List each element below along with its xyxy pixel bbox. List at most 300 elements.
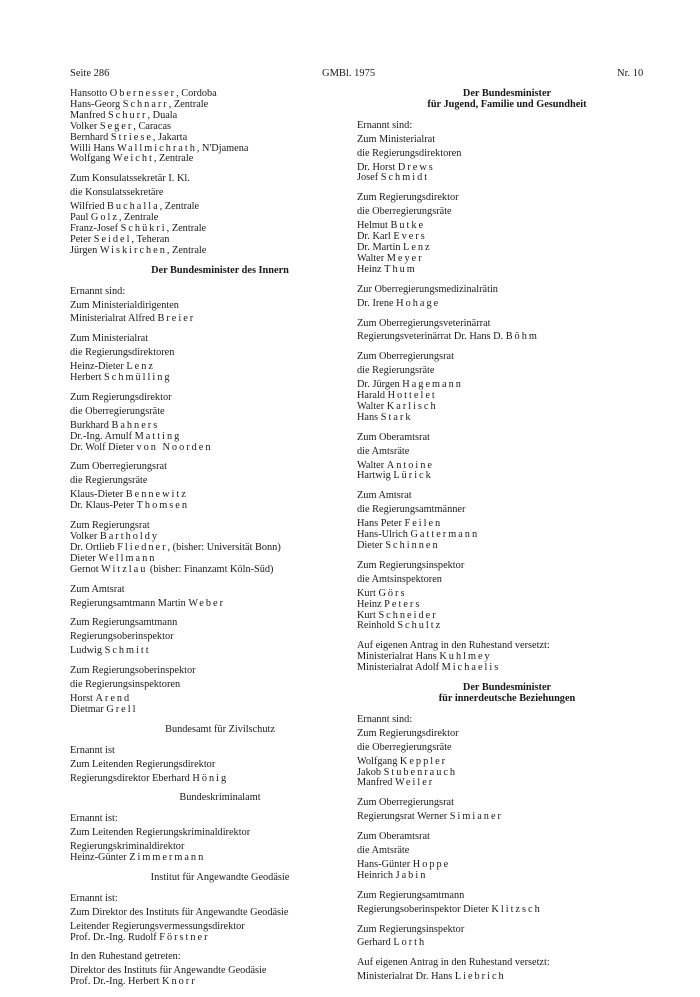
person-surname: Lenz [403,241,432,253]
text-line [357,265,657,276]
text-segment: Jürgen [70,244,100,256]
text-segment: Ernannt ist: [70,892,118,904]
text-segment: In den Ruhestand getreten: [70,951,181,963]
text-line [70,746,370,757]
entry-block [357,121,657,185]
text-segment: Bundeskriminalamt [179,792,261,804]
text-segment: Prof. Dr.-Ing. Rudolf [70,931,160,943]
text-segment: Zum Oberregierungsrat [357,351,454,363]
text-line [70,666,370,677]
person-surname: Wiskirchen [99,244,167,256]
person-surname: Grell [106,703,138,715]
entry-block [70,894,370,944]
text-segment: Volker [70,120,100,132]
subsection-heading [70,793,370,804]
text-line [357,377,657,391]
text-line [357,285,657,296]
text-segment: Der Bundesminister [462,682,552,694]
text-line [357,541,657,552]
text-line [357,204,657,218]
text-line [357,471,657,482]
text-line [70,185,370,199]
text-segment: Der Bundesminister des Innern [151,264,289,276]
text-line [70,287,370,298]
text-line [357,502,657,516]
text-segment: Regierungsrat Werner [357,811,450,823]
text-segment: Willi Hans [70,142,118,154]
text-line [357,363,657,377]
text-segment: die Regierungsamtmänner [357,504,466,516]
text-segment: Hartwig [357,470,394,482]
text-line [70,487,370,501]
text-line [70,677,370,691]
right-column [357,89,657,992]
text-line [70,565,370,576]
text-segment: Dieter [70,552,99,564]
entry-block [357,798,657,823]
person-surname: Weicht [112,153,154,165]
text-segment: Ernannt ist [70,744,115,756]
entry-block [70,666,370,716]
person-surname: Antoine [386,459,434,471]
text-segment: Kurt [357,609,379,621]
text-segment: Ministerialrat Dr. Hans [357,971,455,983]
text-segment: Heinz-Günter [70,852,130,864]
text-segment: Zur Oberregierungsmedizinalrätin [357,283,498,295]
text-line [70,919,370,933]
text-line [70,977,370,988]
text-segment: Harald [357,390,388,402]
text-line [357,319,657,330]
text-segment: die Regierungsräte [357,365,435,377]
text-line [70,246,370,257]
text-line [70,691,370,705]
text-segment: die Regierungsdirektoren [70,347,175,359]
text-segment: Regierungsamtmann Martin [70,597,189,609]
text-segment: Dieter [357,540,386,551]
person-surname: Hönig [192,772,229,784]
text-segment: , Jakarta [152,131,188,143]
text-segment: Paul [70,212,91,224]
text-segment: Ernannt sind: [357,713,413,725]
text-segment: Walter [357,400,387,412]
text-line [357,715,657,726]
text-line [70,814,370,825]
text-segment: , Zentrale [159,201,200,213]
person-surname: Peters [384,598,422,610]
text-segment: Zum Regierungsinspektor [357,559,465,571]
text-line [357,958,657,969]
text-line [357,100,657,111]
text-line [70,334,370,345]
issue-number: Nr. 10 [617,68,644,79]
text-line [357,193,657,204]
text-segment: Zum Oberregierungsveterinärrat [357,317,491,329]
text-line [357,832,657,843]
text-segment: Zum Regierungsrat [70,520,150,532]
text-segment: Hans [357,411,381,423]
text-segment: Dr. Karl [357,231,394,243]
text-segment: Josef [357,172,381,184]
person-surname: Schneider [378,609,438,621]
text-segment: Zum Regierungsoberinspektor [70,665,196,677]
section-heading [357,89,657,111]
text-segment: , (bisher: Universität Bonn) [167,541,281,553]
text-segment: Walter [357,459,387,471]
person-surname: Keppler [399,755,448,767]
text-line [357,902,657,916]
text-line [70,825,370,839]
section-heading [70,266,370,277]
person-surname: Böhm [505,331,539,343]
entry-block [357,491,657,552]
text-segment: Zum Ministerialrat [357,133,436,145]
text-segment: Dr.-Ing. Arnulf [70,430,135,442]
text-segment: Gerhard [357,937,394,949]
text-segment: , N'Djamena [196,142,249,154]
person-surname: Schmülling [104,372,172,384]
text-line [70,199,370,213]
text-line [70,174,370,185]
text-segment: die Amtsinspektoren [357,573,442,585]
person-surname: Stubenrauch [383,766,458,778]
person-surname: Bahners [111,419,160,431]
text-segment: Ernannt sind: [357,119,413,131]
person-surname: Bartholdy [99,531,160,542]
text-line [357,935,657,949]
text-segment: Burkhard [70,419,112,431]
text-segment: für innerdeutsche Beziehungen [438,692,576,704]
entry-block [357,832,657,882]
text-segment: Zum Leitenden Regierungskriminaldirektor [70,827,251,839]
text-segment: Zum Ministerialdirigenten [70,299,179,311]
entry-block [70,618,370,657]
text-line [357,296,657,310]
text-segment: Manfred [357,777,396,789]
entry-block [70,89,370,165]
text-line [357,843,657,857]
text-line [357,121,657,132]
text-line [357,754,657,768]
text-segment: Volker [70,531,100,542]
text-segment: Zum Leitenden Regierungsdirektor [70,758,216,770]
text-segment: Zum Regierungsdirektor [357,192,459,204]
person-surname: Kuhlmey [439,651,492,663]
text-line [70,839,370,853]
text-line [357,857,657,871]
entry-block [70,287,370,326]
text-segment: Ernannt sind: [70,285,126,297]
text-line [70,585,370,596]
person-surname: Thomsen [136,500,189,512]
text-line [357,329,657,343]
text-line [357,586,657,600]
person-surname: Striese [110,131,153,143]
person-surname: Evers [393,231,427,243]
text-segment: Ernannt ist: [70,813,118,825]
person-surname: Witzlau [101,563,148,575]
person-surname: Michaelis [441,662,501,674]
text-segment: Walter [357,252,387,264]
text-line [357,891,657,902]
person-surname: Schnarr [122,98,169,110]
text-segment: Zum Regierungsinspektor [357,923,465,935]
text-segment: Leitender Regierungsvermessungsdirektor [70,920,245,932]
text-segment: Klaus-Dieter [70,489,126,501]
text-segment: , Teheran [131,233,170,245]
text-segment: , Zentrale [166,244,207,256]
page-number: Seite 286 [70,68,110,79]
text-segment: Regierungskriminaldirektor [70,841,185,853]
text-line [70,418,370,432]
entry-block [357,891,657,916]
text-line [357,740,657,754]
person-surname: Klitzsch [491,903,542,915]
section-heading [357,683,657,705]
text-segment: Wolfgang [70,153,113,165]
entry-block [70,393,370,454]
text-line [70,757,370,771]
text-segment: Zum Oberamtsrat [357,831,430,843]
text-segment: Hans-Ulrich [357,529,411,541]
left-column [70,89,370,997]
text-segment: Zum Oberregierungsrat [70,461,167,473]
text-segment: Regierungsoberinspektor [70,631,174,643]
text-line [357,663,657,674]
person-surname: von Noorden [136,441,213,453]
text-line [357,218,657,232]
entry-block [357,433,657,483]
text-line [357,726,657,740]
person-surname: Simianer [449,811,503,823]
text-segment: die Amtsräte [357,845,410,857]
person-surname: Weber [188,597,226,609]
text-segment: Reinhold [357,620,398,632]
text-segment: Ministerialrat Adolf [357,662,442,674]
text-line [357,352,657,363]
text-line [70,154,370,165]
text-segment: Ludwig [70,645,105,657]
text-segment: Dietmar [70,703,107,715]
entry-block [70,585,370,610]
person-surname: Arend [95,692,132,704]
text-segment: die Oberregierungsräte [357,741,452,753]
text-segment: Zum Amtsrat [70,583,125,595]
text-segment: Heinz [357,598,385,610]
text-line [357,173,657,184]
text-segment: Zum Konsulatssekretär I. Kl. [70,173,190,185]
entry-block [70,334,370,384]
person-surname: Karlisch [386,400,438,412]
entry-block [70,462,370,512]
text-segment: für Jugend, Familie und Gesundheit [427,98,587,110]
text-line [357,778,657,789]
text-segment: die Oberregierungsräte [70,405,165,417]
text-segment: Jakob [357,766,384,778]
text-segment: Wilfried [70,201,108,213]
text-segment: , Duala [147,109,178,121]
text-line [357,561,657,572]
text-segment: Zum Regierungsamtmann [70,617,178,629]
text-segment: , Zentrale [168,98,209,110]
text-segment: Dr. Jürgen [357,379,403,391]
person-surname: Förstner [159,931,210,943]
text-line [70,393,370,404]
text-segment: Auf eigenen Antrag in den Ruhestand versetzt: [357,957,550,969]
person-surname: Hohage [396,297,441,309]
text-line [70,359,370,373]
text-line [70,462,370,473]
entry-block [357,715,657,789]
text-segment: Heinz-Dieter [70,361,127,373]
text-segment: Helmut [357,220,391,232]
person-surname: Breier [157,313,196,325]
person-surname: Schinnen [385,540,440,551]
text-line [70,345,370,359]
text-segment: Zum Regierungsdirektor [357,727,459,739]
text-segment: Zum Direktor des Instituts für Angewandte Geodäsie [70,906,289,918]
text-line [357,621,657,632]
text-line [357,969,657,983]
text-segment: Zum Amtsrat [357,490,412,502]
text-line [70,501,370,512]
text-line [70,725,370,736]
text-line [357,160,657,174]
entry-block [357,352,657,423]
person-surname: Golz [90,212,119,224]
person-surname: Zimmermann [129,852,206,864]
text-line [70,771,370,785]
person-surname: Wellmann [98,552,157,564]
text-line [70,793,370,804]
text-segment: Ministerialrat Alfred [70,313,158,325]
text-line [70,905,370,919]
text-line [357,694,657,705]
text-segment: Institut für Angewandte Geodäsie [150,871,290,883]
person-surname: Schükri [120,222,167,234]
text-segment: Dr. Wolf Dieter [70,441,137,453]
text-segment: Prof. Dr.-Ing. Herbert [70,976,163,988]
text-segment: Auf eigenen Antrag in den Ruhestand versetzt: [357,640,550,652]
text-segment: Regierungsdirektor Eberhard [70,772,193,784]
person-surname: Hottelet [387,390,437,402]
text-segment: Zum Oberregierungsrat [357,797,454,809]
text-line [70,963,370,977]
person-surname: Lenz [126,361,155,373]
text-segment: Peter [70,233,94,245]
entry-block [357,561,657,632]
text-segment: , Zentrale [153,153,194,165]
text-segment: Zum Regierungsamtmann [357,889,465,901]
text-segment: Dr. Klaus-Peter [70,500,137,512]
text-segment: die Amtsräte [357,445,410,457]
person-surname: Buchalla [107,201,160,213]
person-surname: Bennewitz [125,489,188,501]
entry-block [70,952,370,988]
person-surname: Gattermann [410,529,480,541]
subsection-heading [70,725,370,736]
text-segment: Regierungsoberinspektor Dieter [357,903,492,915]
entry-block [70,521,370,576]
entry-block [357,958,657,983]
text-line [357,798,657,809]
person-surname: Weiler [395,777,435,789]
text-segment: Gernot [70,563,102,575]
person-surname: Meyer [386,252,424,264]
text-segment: (bisher: Finanzamt Köln-Süd) [147,563,274,575]
text-segment: die Regierungsinspektoren [70,679,181,691]
text-segment: Dr. Ortlieb [70,541,118,553]
text-segment: Wolfgang [357,755,400,767]
person-surname: Drews [397,161,435,173]
text-segment: Der Bundesminister [462,88,552,99]
text-line [70,853,370,864]
text-segment: , Zentrale [118,212,159,224]
text-line [70,873,370,884]
text-line [70,952,370,963]
person-surname: Knorr [162,976,197,988]
person-surname: Thum [384,263,417,275]
text-segment: , Zentrale [166,222,207,234]
subsection-heading [70,873,370,884]
text-line [70,404,370,418]
person-surname: Lorth [393,937,427,949]
person-surname: Schultz [397,620,443,632]
text-segment: , Caracas [133,120,172,132]
text-line [70,473,370,487]
person-surname: Liebrich [454,971,506,983]
person-surname: Wallmichrath [117,142,197,154]
text-segment: die Regierungsräte [70,475,148,487]
text-line [70,894,370,905]
text-segment: die Oberregierungsräte [357,206,452,218]
text-line [357,444,657,458]
text-line [70,443,370,454]
text-line [70,705,370,716]
person-surname: Matting [134,430,182,442]
text-segment: Heinrich [357,869,396,881]
entry-block [70,814,370,864]
text-line [70,373,370,384]
text-line [357,413,657,424]
text-segment: Dr. Irene [357,297,397,309]
text-line [70,643,370,657]
text-line [70,298,370,312]
entry-block [357,285,657,310]
text-line [357,458,657,472]
text-line [357,491,657,502]
text-segment: Herbert [70,372,105,384]
person-surname: Görs [378,587,407,599]
person-surname: Hagemann [402,379,463,391]
text-segment: Bundesamt für Zivilschutz [165,723,275,735]
person-surname: Feilen [404,518,443,530]
person-surname: Butke [390,220,426,232]
entry-block [357,641,657,674]
text-segment: Regierungsveterinärrat Dr. Hans D. [357,331,506,343]
text-segment: Zum Oberamtsrat [357,431,430,443]
text-line [70,266,370,277]
text-segment: Manfred [70,109,109,121]
person-surname: Seger [99,120,134,132]
text-line [357,809,657,823]
text-segment: Hans-Georg [70,98,123,110]
person-surname: Seidel [93,233,132,245]
text-segment: Heinz [357,263,385,275]
person-surname: Schmitt [104,645,151,657]
person-surname: Schmidt [380,172,430,184]
person-surname: Jabin [395,869,428,881]
